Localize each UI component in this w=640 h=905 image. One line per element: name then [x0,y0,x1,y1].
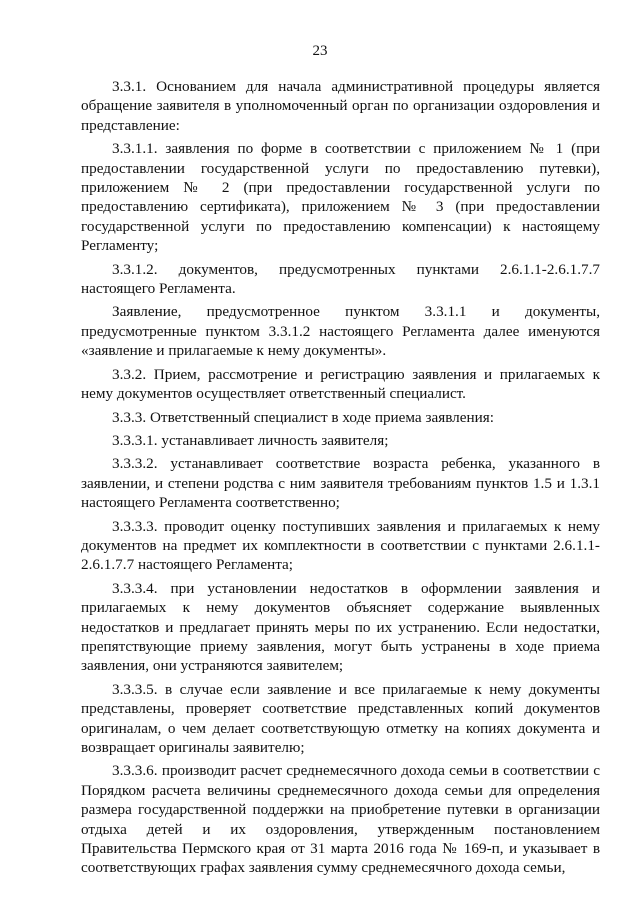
paragraph-3-3-3-5: 3.3.3.5. в случае если заявление и все прилагаемые к нему документы представлены, проверяет соответствие представленных копий документов оригиналам, о чем делает соответствующую отметку на копиях документа и возвращает оригиналы заявителю; [81,680,600,756]
paragraph-3-3-3-2: 3.3.3.2. устанавливает соответствие возраста ребенка, указанного в заявлении, и степени родства с ним заявителя требованиям пунктов 1.5 и 1.3.1 настоящего Регламента соответственно; [81,455,600,512]
paragraph-3-3-3-3: 3.3.3.3. проводит оценку поступивших заявления и прилагаемых к нему документов на предмет их комплектности в соответствии с пунктами 2.6.1.1-2.6.1.7.7 настоящего Регламента; [81,517,600,574]
page-number: 23 [312,43,328,59]
paragraph-3-3-1-1: 3.3.1.1. заявления по форме в соответствии с приложением № 1 (при предоставлении государственной услуги по предоставлению путевки), приложением № 2 (при предоставлении государственной услуги по предоставлению сертификата), приложением № 3 (при предоставлении государственной услуги по предоставлению компенсации) к настоящему Регламенту; [81,140,600,255]
paragraph-3-3-3-6: 3.3.3.6. производит расчет среднемесячного дохода семьи в соответствии с Порядком расчета величины среднемесячного дохода семьи для определения размера государственной поддержки на приобретение путевки в организации отдыха детей и их оздоровления, утвержденным постановлением Правительства Пермского края от 31 марта 2016 года № 169-п, и указывает в соответствующих графах заявления сумму среднемесячного дохода семьи, [81,762,600,877]
paragraph-3-3-1-2: 3.3.1.2. документов, предусмотренных пунктами 2.6.1.1-2.6.1.7.7 настоящего Регламента. [81,260,600,298]
paragraph-3-3-3-1: 3.3.3.1. устанавливает личность заявителя; [112,431,389,449]
paragraph-3-3-3: 3.3.3. Ответственный специалист в ходе приема заявления: [112,408,494,426]
paragraph-definition: Заявление, предусмотренное пунктом 3.3.1.1 и документы, предусмотренные пунктом 3.3.1.2 настоящего Регламента далее именуются «заявление и прилагаемые к нему документы». [81,303,600,360]
paragraph-3-3-1: 3.3.1. Основанием для начала административной процедуры является обращение заявителя в уполномоченный орган по организации оздоровления и представление: [81,78,600,134]
paragraph-3-3-3-4: 3.3.3.4. при установлении недостатков в оформлении заявления и прилагаемых к нему документов объясняет содержание выявленных недостатков и предлагает принять меры по их устранению. Если недостатки, препятствующие приему заявления, могут быть устранены в ходе приема заявления, они устраняются заявителем; [81,579,600,675]
paragraph-3-3-2: 3.3.2. Прием, рассмотрение и регистрацию заявления и прилагаемых к нему документов осуществляет ответственный специалист. [81,365,600,403]
document-body [81,77,600,882]
